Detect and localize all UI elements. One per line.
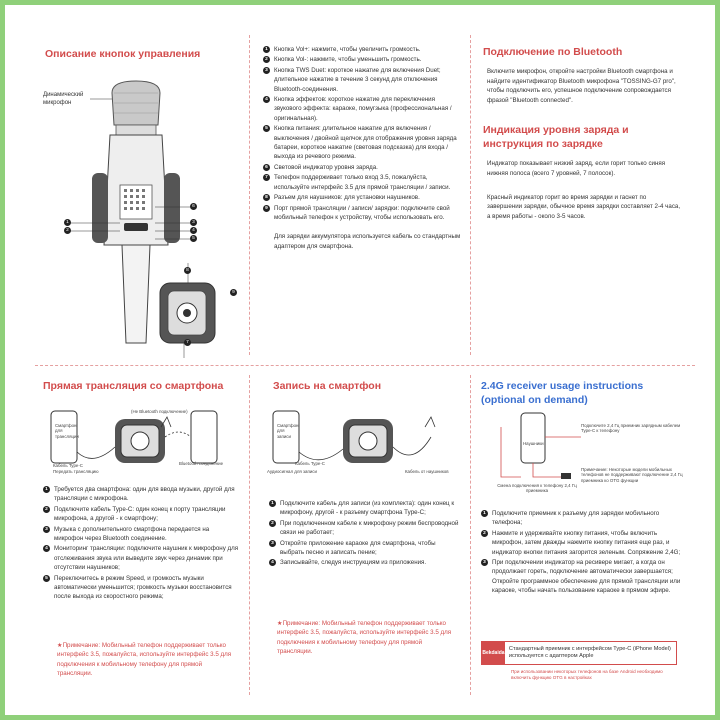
list-item: 4 Кнопка эффектов: короткое нажатие для переключения звукового эффекта: караоке, помугзыка (профессиональная / оригинальная). [263,95,463,123]
stream-title: Прямая трансляция со смартфона [43,380,224,392]
list-item: 1 Кнопка Vol+: нажмите, чтобы увеличить громкость. [263,45,463,54]
divider [470,35,471,355]
charge-text-2: Красный индикатор горит во время зарядки и гаснет по завершении зарядки, обычное время зарядки составляет 2-4 часа, а время работы - около 3-5 часов. [487,193,681,220]
list-item: 3 Кнопка TWS Duet: короткое нажатие для включения Duet; длительное нажатие в течение 3 секунд для отключения Bluetooth-соединения. [263,66,463,94]
panel-bluetooth [483,45,683,345]
list-item: 5 Переключитесь в режим Speed, и громкость музыки автоматически уменьшится; громкость музыки восстановится после выхода из скоростного режима; [43,574,239,602]
record-label-headphone: Кабель от наушников [405,469,449,474]
bluetooth-text: Включите микрофон, откройте настройки Bluetooth смартфона и найдите идентификатор Bluetooth микрофона "TOSSING-G7 pro", чтобы подключить его, успешное подключение сопровождается фразой "Bluetooth connected". [487,68,676,104]
list-item: 4 Мониторинг трансляции: подключите наушник к микрофону для отслеживания звука или выведите звук через динамик при отсутствии наушников; [43,544,239,572]
list-item: 7 Телефон поддерживает только вход 3.5, пожалуйста, используйте интерфейс 3.5 для прямой трансляции / записи. [263,173,463,192]
receiver-label-b: Примечание: Некоторые модели мобильных телефонов не поддерживают подключение 2,4 Гц приемника ко OTG функции [581,467,683,483]
record-phone-label: Смартфон для записи [277,423,299,439]
callout-1: 1 [64,219,71,226]
list-item: 2 Кнопка Vol-: нажмите, чтобы уменьшить громкость. [263,55,463,64]
callout-9: 9 [230,289,237,296]
receiver-label-a: Подключите 2,4 Гц приемник зарядным кабелем Type-C к телефону [581,423,681,434]
list-item: 5 Кнопка питания: длительное нажатие для включения / выключения / двойной щелчок для отображения уровня заряда батареи, короткое нажатие (световая подсказка) для входа / выхода из речевого режима. [263,124,463,162]
stream-label-send: Передать трансляцию [53,469,99,474]
divider [35,365,695,366]
callout-5: 5 [190,235,197,242]
panel-live-stream [43,379,243,689]
charging-footer: Для зарядки аккумулятора используется кабель со стандартным адаптером для смартфона. [274,233,461,250]
receiver-phone-label: Наушники [523,441,544,446]
list-item: 9 Порт прямой трансляции / записи/ зарядки: подключите свой мобильный телефон к устройству, чтобы использовать его. [263,204,463,223]
list-item: 1 Подключите кабель для записи (из комплекта): один конец к микрофону, другой - к разъему смартфона Type-C; [269,499,459,518]
divider [249,375,250,695]
record-steps [269,499,459,569]
list-item: 6 Световой индикатор уровня заряда. [263,163,463,172]
stream-label-top: (Не Bluetooth подключение) [131,409,188,414]
list-item: 3 Музыка с дополнительного смартфона передается на микрофон через Bluetooth соединение. [43,525,239,544]
divider [249,35,250,355]
stream-label-cable: Кабель Type-C [53,463,83,468]
list-item: 3 При подключении индикатор на ресивере мигает, а когда он продолжает гореть, подключение автоматически завершается; Откройте программное обеспечение для прямой трансляции или караоке, чтобы начать пользование караоке в прямом эфире. [481,558,681,596]
divider [470,375,471,695]
button-list [263,45,463,222]
record-note: ★Примечание: Мобильный телефон поддерживает только интерфейс 3.5, пожалуйста, используйте интерфейс 3.5 для подключения к мобильному телефону для прямой трансляции. [277,620,452,656]
callout-4: 4 [190,227,197,234]
receiver-label-c: Смена подключения к телефону 2,4 Гц приемника [497,483,577,494]
list-item: 4 Записывайте, следуя инструкциям из приложения. [269,558,459,567]
microphone-illustration [40,73,245,358]
charge-text-1: Индикатор показывает низкий заряд, если горит только синяя нижняя полоса (всего 7 уровней, 7 полосок). [487,160,666,177]
receiver-title: 2.4G receiver usage instructions (optional on demand) [481,380,644,406]
stream-phone-label: Смартфон для трансляции [55,423,79,439]
list-item: 8 Разъем для наушников: для установки наушников. [263,193,463,202]
panel-title: Описание кнопок управления [45,48,201,60]
mic-label: Динамический микрофон [43,92,84,106]
stream-label-bt: Bluetooth соединение [179,461,224,466]
bluetooth-title: Подключение по Bluetooth [483,46,623,58]
callout-6: 6 [190,203,197,210]
receiver-footer-note: При использовании некоторых телефонов на базе Android необходимо включить функцию OTG в настройках [511,669,663,680]
list-item: 2 При подключенном кабеле к микрофону режим беспроводной связи не работает; [269,519,459,538]
record-label-cable: Кабель Type-C [295,461,325,466]
record-label-audio: Аудиосигнал для записи [267,469,317,474]
record-title: Запись на смартфон [273,380,382,392]
list-item: 3 Откройте приложение караоке для смартфона, чтобы выбрать песню и записать пение; [269,539,459,558]
brand-logo: Bekdaida [482,642,505,664]
receiver-info-box [481,641,677,665]
list-item: 2 Подключите кабель Type-C: один конец к порту трансляции микрофона, а другой - к смартфону; [43,505,239,524]
callout-2: 2 [64,227,71,234]
panel-recording [263,379,463,689]
panel-button-description [40,43,245,358]
panel-receiver [481,379,685,689]
callout-8: 8 [184,267,191,274]
receiver-steps [481,509,681,597]
callout-7: 7 [184,339,191,346]
list-item: 1 Требуется два смартфона: один для ввода музыки, другой для трансляции с микрофона. [43,485,239,504]
list-item: 2 Нажмите и удерживайте кнопку питания, чтобы включить микрофон, затем дважды нажмите кнопку питания еще раз, и индикатор кнопки питания загорится зеленым. Сопряжение 2,4G; [481,529,681,557]
stream-note: ★Примечание: Мобильный телефон поддерживает только интерфейс 3.5, пожалуйста, используйте интерфейс 3.5 для подключения к мобильному телефону для прямой трансляции. [57,642,232,678]
list-item: 1 Подключите приемник к разъему для зарядки мобильного телефона; [481,509,681,528]
stream-steps [43,485,239,603]
charge-title: Индикация уровня заряда и инструкция по зарядке [483,124,629,151]
callout-3: 3 [190,219,197,226]
panel-button-list [263,45,463,345]
receiver-box-text: Стандартный приемник с интерфейсом Type-C (iPhone Model) используется с адаптером Apple [508,645,671,659]
